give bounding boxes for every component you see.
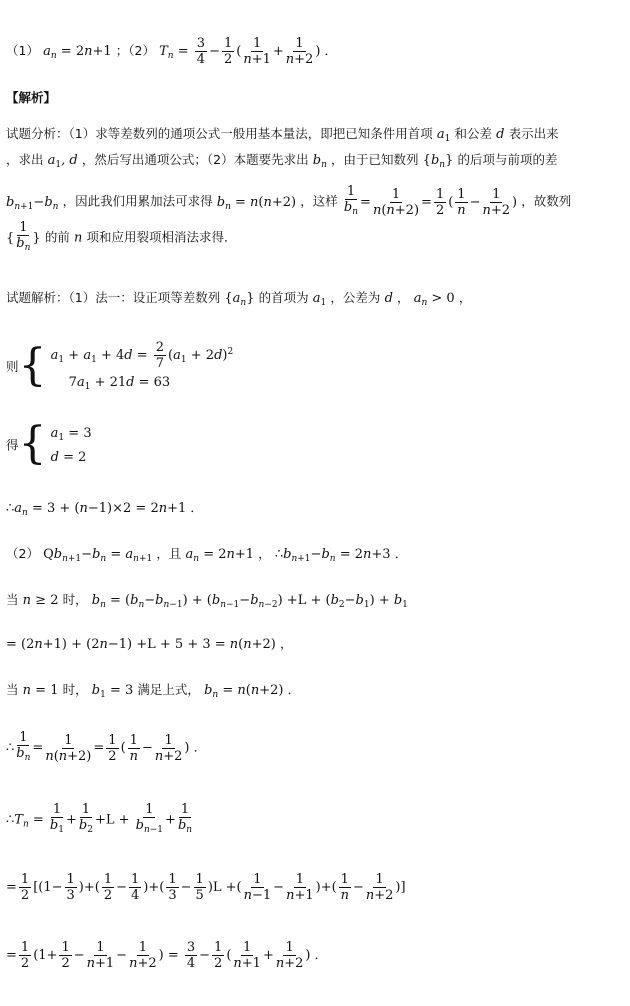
when-n-eq-1: 当 n = 1 时， $b_1 = 3$ 满足上式， $b_n = n(n+2)$ ．	[6, 682, 301, 700]
analysis-line-2	[6, 152, 558, 173]
math-an: $a_n = 2n+1$	[185, 547, 255, 564]
math-bn-formula: $b_n = n(n+2)$	[216, 194, 297, 212]
analysis-text: 项和应用裂项相消法求得．	[86, 229, 237, 245]
analysis-text: ，这样	[300, 193, 338, 209]
telescoping-sum: = (2n+1) + (2n−1) +L + 5 + 3 = n(n+2) ，	[6, 636, 293, 652]
analysis-line-3	[6, 184, 571, 220]
reciprocal-split: ∴ $\frac{1}{b_n}$ = $\frac{1}{n(n+2)}$ = $\frac{1}{2}$ ( $\frac{1}{n}$ − $\frac{1}{n+2}$ ) ．	[6, 730, 207, 764]
solution-text: ，且	[156, 546, 182, 561]
math-a1: $a_1$	[312, 291, 327, 308]
system-equations-1: 则{ $a_1 + a_1 + 4d$ = $\frac{2}{7}$ $(a_1 + 2d)^2$ $7a_1 + 21d = 63$	[6, 339, 234, 392]
solution-text: ，	[397, 290, 410, 305]
solution-text: ，	[458, 290, 472, 305]
an-result: $\therefore a_n = 3 + (n-1)\times 2 = 2n+1$ ．	[6, 500, 203, 518]
solution-text: 则	[6, 359, 19, 374]
solution-text: 时，	[62, 592, 88, 607]
solution-text: ，	[280, 636, 293, 651]
solution-text: 满足上式，	[137, 682, 200, 697]
math-seq-recip: { $\frac{1}{b_n}$ }	[6, 220, 41, 253]
analysis-text: ，故数列	[521, 193, 572, 209]
answer-part2-formula: $T_n$ = $\frac{3}{4}$ − $\frac{1}{2}$ ( $\frac{1}{n+1}$ + $\frac{1}{n+2}$ )	[159, 36, 321, 67]
analysis-line-1	[6, 126, 559, 147]
answer-separator: ；（2）	[115, 43, 155, 58]
analysis-text: ，因此我们用累加法可求得	[62, 193, 213, 209]
analysis-text: 的前	[44, 229, 70, 245]
solution-text: ．	[394, 546, 408, 561]
math-d: d	[496, 127, 505, 142]
solution-text: ．	[287, 682, 301, 697]
answer-part1-formula: $a_n = 2n+1$	[43, 44, 112, 61]
answer-part1-label: （1）	[6, 43, 39, 58]
solution-text: ，公差为	[330, 290, 381, 305]
solution-text: 当	[6, 682, 19, 697]
system-solution: 得{ $a_1 = 3$ d = 2	[6, 418, 92, 469]
solution-text: 试题解析：（1）法一：设正项等差数列	[6, 290, 221, 305]
answer-end: ．	[324, 43, 338, 58]
analysis-text: 试题分析：（1）求等差数列的通项公式一般用基本量法，即把已知条件用首项	[6, 126, 433, 141]
math-split: $\frac{1}{b_n}$ = $\frac{1}{n(n+2)}$ = $\frac{1}{2}$ ( $\frac{1}{n}$ − $\frac{1}{n+2}$ )	[343, 184, 518, 218]
solution-text: ．	[314, 947, 328, 962]
math-seq-bn: $\{b_n\}$	[422, 153, 454, 170]
math-telescoping: $b_n = (b_n-b_{n-1}) + (b_{n-1}-b_{n-2}) +L + (b_2-b_1) + b_1$	[91, 593, 408, 610]
math-bn: $b_n$	[312, 153, 327, 170]
tn-final: = $\frac{1}{2}$ (1+ $\frac{1}{2}$ − $\frac{1}{n+1}$ − $\frac{1}{n+2}$ ) = $\frac{3}{4}$ − $\frac{1}{2}$ ( $\frac{1}{n+1}$ + $\frac{1}{n+2}$ ) ．	[6, 940, 328, 971]
analysis-line-4	[6, 220, 237, 256]
solution-text: ．	[193, 739, 207, 755]
answer-line	[6, 36, 337, 67]
solution-text: ，	[258, 546, 271, 561]
solution-text: 时，	[62, 682, 88, 697]
math-recurrence: $Qb_{n+1}-b_n = a_{n+1}$	[43, 547, 153, 564]
analysis-heading: 【解析】	[6, 90, 57, 105]
part2-line	[6, 546, 407, 567]
tn-expanded: = $\frac{1}{2}$ [(1− $\frac{1}{3}$ )+( $\frac{1}{2}$ − $\frac{1}{4}$ )+( $\frac{1}{3}$ − $\frac{1}{5}$ )L +( $\frac{1}{n-1}$ − $\frac{1}{n+1}$ )+( $\frac{1}{n}$ − $\frac{1}{n+2}$ )]	[6, 872, 406, 903]
analysis-text: 表示出来	[508, 126, 559, 141]
math-seq-an: $\{a_n\}$	[224, 291, 255, 308]
math-d: d	[384, 291, 393, 306]
solution-text: ．	[190, 500, 203, 515]
analysis-text: ，然后写出通项公式；（2）本题要先求出	[81, 152, 309, 167]
solution-line-1	[6, 290, 471, 311]
math-diff-result: $\therefore b_{n+1}-b_n = 2n+3$	[274, 547, 391, 564]
analysis-text: ，求出	[6, 152, 44, 167]
math-an-pos: $a_n > 0$	[413, 291, 455, 308]
solution-text: （2）	[6, 546, 39, 561]
analysis-text: 和公差	[454, 126, 493, 141]
math-n: n	[73, 230, 83, 246]
math-a1-d: $a_1$, d	[47, 153, 78, 170]
analysis-text: ，由于已知数列	[331, 152, 419, 167]
when-n-ge-2: 当 n ≥ 2 时， $b_n = (b_n-b_{n-1}) + (b_{n-1}-b_{n-2}) +L + (b_2-b_1) + b_1$	[6, 592, 408, 610]
solution-text: 的首项为	[258, 290, 309, 305]
solution-text: 当	[6, 592, 19, 607]
analysis-text: 的后项与前项的差	[457, 152, 558, 167]
tn-sum: $\therefore T_n$ = $\frac{1}{b_1}$ + $\frac{1}{b_2}$ +L + $\frac{1}{b_{n-1}}$ + $\frac{1}{b_n}$	[6, 802, 193, 835]
math-diff: $b_{n+1}-b_n$	[6, 194, 59, 212]
solution-text: 得	[6, 437, 19, 453]
math-a1: $a_1$	[436, 127, 451, 144]
